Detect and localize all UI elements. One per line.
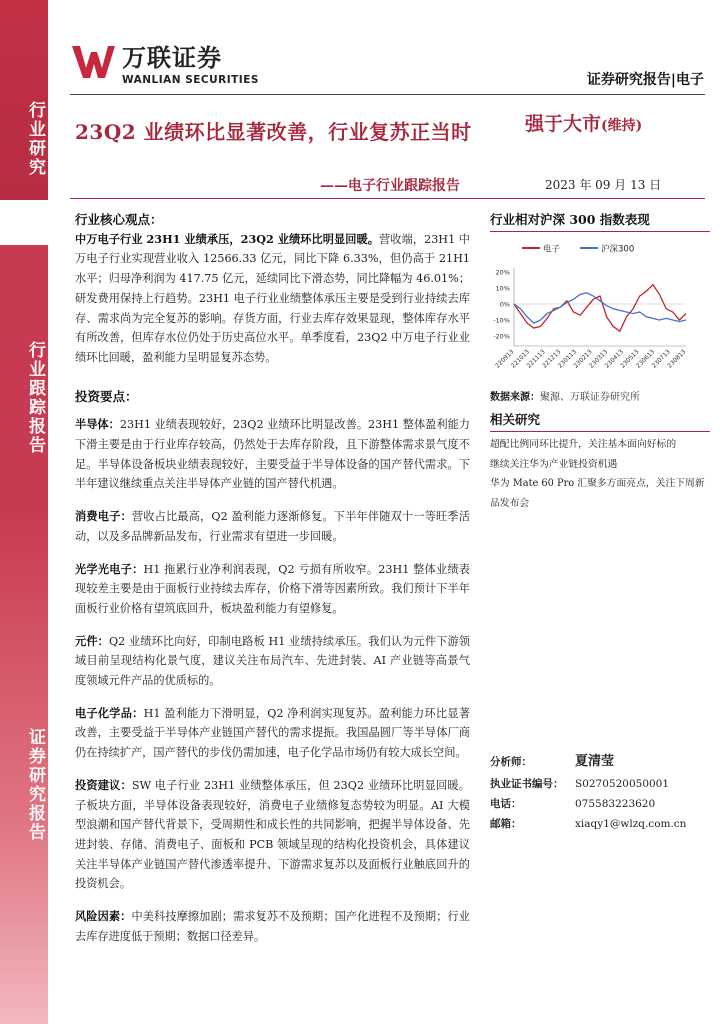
source-label: 数据来源： [490,392,540,403]
x-tick-label: 230313 [588,348,610,370]
invest-item-text: H1 拖累行业净利润表现，Q2 亏损有所收窄。23H1 整体业绩表现较差主要是由于面板行业持续去库存，价格下滑等因素所致。我们预计下半年面板行业价格有望筑底回升，板块盈利能力有望修复。 [75,562,470,615]
core-paragraph [75,230,470,368]
core-text: 营收端，23H1 中万电子行业实现营业收入 12566.33 亿元，同比下降 6.33%，但仍高于 21H1 水平；归母净利润为 417.75 亿元，延续同比下滑态势，同比降幅为 46.01%；研发费用保持上行趋势。23H1 电子行业业绩整体承压主要是受到行业持续去库存、需求尚为完全复苏的影响。存货方面，行业去库存效果显现，整体库存水平有所改善，但库存水位仍处于历史高位水平。单季度看，23Q2 中万电子行业业绩环比回暖，盈利能力呈明显复苏态势。 [75,232,470,364]
invest-item [75,560,470,619]
y-tick-label: 20% [495,268,510,277]
chart-svg [490,236,710,384]
email-address[interactable]: xiaqy1@wlzq.com.cn [575,818,687,830]
y-tick-label: -10% [493,316,510,325]
rating [525,109,642,136]
rating-main: 强于大市 [525,113,602,135]
sidebar-gap [0,200,48,245]
rating-sub: (维持) [601,118,643,134]
report-title: 23Q2 业绩环比显著改善，行业复苏正当时 [75,120,472,144]
source-text: 聚源、万联证券研究所 [540,392,640,403]
x-tick-label: 230813 [666,348,688,370]
y-tick-label: -20% [493,332,510,341]
invest-item [75,415,470,494]
analyst-label: 分析师： [490,756,532,768]
related-heading: 相关研究 [490,410,710,432]
invest-item [75,776,470,894]
invest-item-text: 23H1 业绩表现较好，23Q2 业绩环比明显改善。23H1 整体盈利能力下滑主要是由于行业库存较高，仍然处于去库存阶段，且下游整体需求景气度不足。半导体设备板块业绩表现较好，主要受益于半导体设备的国产替代需求。下半年建议继续重点关注半导体产业链的国产替代机遇。 [75,418,470,491]
x-tick-label: 220913 [494,348,516,370]
invest-item [75,632,470,691]
x-tick-label: 230413 [603,348,625,370]
main-content [75,210,470,947]
sidebar-right [490,210,710,513]
invest-item-text: 中美科技摩擦加剧；需求复苏不及预期；国产化进程不及预期；行业去库存进度低于预期；数据口径差异。 [75,910,470,943]
invest-item-text: H1 盈利能力下滑明显，Q2 净利润实现复苏。盈利能力环比显著改善，主要受益于半导体产业链国产替代的需求提振。我国晶圆厂等半导体厂商仍在持续扩产，国产替代的步伐仍需加速，电子化学品市场仍有较大成长空间。 [75,706,470,760]
x-tick-label: 230713 [650,348,672,370]
report-date: 2023 年 09 月 13 日 [545,178,662,192]
invest-item-label: 风险因素： [75,909,132,924]
x-tick-label: 221213 [541,348,563,370]
y-tick-label: 0% [499,300,510,309]
x-tick-label: 221013 [509,348,532,370]
core-lead: 中万电子行业 23H1 业绩承压，23Q2 业绩环比明显回暖。 [75,231,380,246]
wanlian-logo-icon [70,42,116,82]
analyst-name: 夏清莹 [575,754,615,769]
cert-number: S0270520050001 [575,778,670,790]
chart-source [490,388,710,403]
title-divider [70,198,705,199]
y-tick-label: 10% [495,284,510,293]
chart-title: 行业相对沪深 300 指数表现 [490,210,710,232]
relative-performance-chart [490,236,710,384]
legend-label: 电子 [543,244,561,255]
report-category: 证券研究报告|电子 [586,72,704,88]
sidebar [0,0,48,1024]
x-tick-label: 230613 [634,348,657,370]
related-item[interactable]: 继续关注华为产业链投资机遇 [490,458,618,470]
phone-label: 电话： [490,798,522,810]
invest-item-label: 光学光电子： [75,561,144,576]
invest-item-label: 元件： [75,633,109,648]
logo-english-name: WANLIAN SECURITIES [122,74,259,86]
sidebar-tracking-report: 行业跟踪报告 [0,245,48,510]
invest-heading: 投资要点： [75,388,138,404]
invest-item [75,704,470,763]
report-subtitle: ——电子行业跟踪报告 [320,178,460,194]
related-item[interactable]: 超配比例同环比提升，关注基本面向好标的 [490,439,677,450]
x-tick-label: 230213 [572,348,594,370]
invest-item-text: 营收占比最高，Q2 盈利能力逐渐修复。下半年伴随双十一等旺季活动，以及多品牌新品发布，行业需求有望进一步回暖。 [75,510,470,543]
x-tick-label: 221113 [525,348,547,370]
legend-label: 沪深300 [601,244,635,255]
invest-item-text: SW 电子行业 23H1 业绩整体承压，但 23Q2 业绩环比明显回暖。子板块方面，半导体设备表现较好，消费电子业绩修复态势较为明显。AI 大模型浪潮和国产替代背景下，受周期性和成长性的共同影响，把握半导体设备、先进封装、存储、消费电子、面板和 PCB 领域呈现的结构化投资机会，具体建议关注半导体产业链国产替代渗透率提升、下游需求复苏以及面板行业触底回升的投资机会。 [75,778,470,891]
phone-number: 075583223620 [575,798,656,810]
analyst-info [490,750,710,834]
logo-chinese-name: 万联证券 [122,44,222,72]
cert-label: 执业证书编号： [490,778,564,790]
core-heading: 行业核心观点： [75,212,163,227]
invest-item [75,907,470,946]
invest-item-label: 投资建议： [75,777,132,792]
invest-item [75,507,470,546]
x-tick-label: 230513 [619,348,641,370]
invest-item-label: 消费电子： [75,509,132,524]
invest-item-label: 电子化学品： [75,705,144,720]
series-line [514,285,686,331]
x-tick-label: 230113 [556,348,578,370]
sidebar-industry-research: 行业研究 [0,0,48,200]
sidebar-securities-report: 证券研究报告 [0,510,48,1024]
invest-item-text: Q2 业绩环比向好，印制电路板 H1 业绩持续承压。我们认为元件下游领域目前呈现结构化景气度，建议关注布局汽车、先进封装、AI 产业链等高景气度领域元件产品的优质标的。 [75,634,470,688]
company-logo [70,38,259,86]
invest-item-label: 半导体： [75,417,120,432]
header-divider [70,94,705,95]
email-label: 邮箱： [490,818,522,830]
related-item[interactable]: 华为 Mate 60 Pro 汇聚多方面亮点，关注下周新品发布会 [490,478,705,509]
